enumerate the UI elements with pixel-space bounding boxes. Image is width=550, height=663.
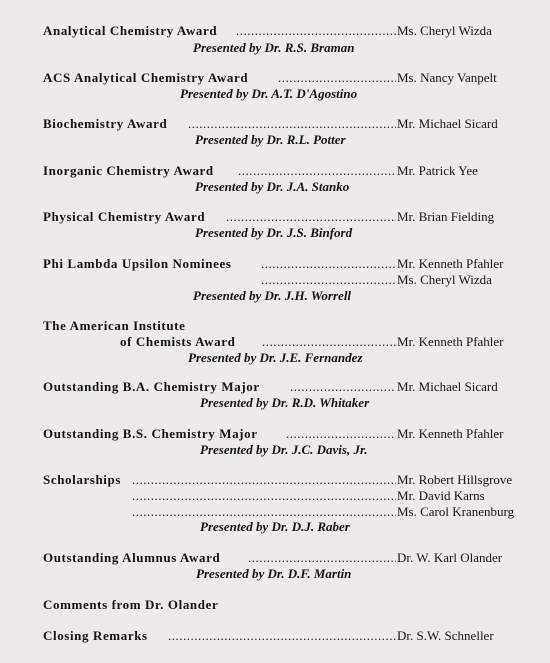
leader-dots (248, 550, 396, 566)
award-title: Outstanding B.A. Chemistry Major (43, 379, 260, 394)
leader-dots (236, 23, 396, 39)
award-title: Analytical Chemistry Award (43, 23, 218, 38)
leader-dots (286, 426, 396, 442)
presenter-line (0, 442, 550, 460)
recipient-name: Mr. Robert Hillsgrove (397, 472, 513, 487)
recipient-name: Mr. Brian Fielding (397, 209, 495, 224)
presenter-line (0, 350, 550, 368)
presenter-name: Presented by Dr. J.S. Binford (195, 225, 353, 240)
award-title: ACS Analytical Chemistry Award (43, 70, 249, 85)
leader-dots (261, 256, 396, 272)
presenter-name: Presented by Dr. D.F. Martin (196, 566, 352, 581)
leader-dots (168, 628, 396, 644)
leader-dots (262, 334, 396, 350)
closing-recipient: Dr. S.W. Schneller (397, 628, 494, 643)
comments-heading: Comments from Dr. Olander (43, 597, 219, 612)
recipient-name: Ms. Cheryl Wizda (397, 23, 492, 38)
recipient-name: Mr. Michael Sicard (397, 379, 498, 394)
presenter-line (0, 179, 550, 197)
presenter-line (0, 40, 550, 58)
presenter-line (0, 519, 550, 537)
presenter-line (0, 566, 550, 584)
award-title: Biochemistry Award (43, 116, 168, 131)
presenter-line (0, 225, 550, 243)
recipient-name: Ms. Carol Kranenburg (397, 504, 515, 519)
leader-dots (278, 70, 396, 86)
leader-dots (132, 504, 396, 520)
award-entry (0, 23, 550, 41)
presenter-line (0, 288, 550, 306)
closing-title: Closing Remarks (43, 628, 148, 643)
award-title: Phi Lambda Upsilon Nominees (43, 256, 232, 271)
closing-entry (0, 628, 550, 646)
leader-dots (188, 116, 396, 132)
award-title: Physical Chemistry Award (43, 209, 206, 224)
presenter-name: Presented by Dr. D.J. Raber (200, 519, 350, 534)
leader-dots (132, 472, 396, 488)
presenter-name: Presented by Dr. R.S. Braman (193, 40, 355, 55)
recipient-name: Mr. Michael Sicard (397, 116, 498, 131)
presenter-name: Presented by Dr. R.L. Potter (195, 132, 346, 147)
presenter-name: Presented by Dr. J.A. Stanko (195, 179, 350, 194)
presenter-line (0, 395, 550, 413)
recipient-name: Ms. Cheryl Wizda (397, 272, 492, 287)
recipient-name: Mr. David Karns (397, 488, 485, 503)
award-title: Inorganic Chemistry Award (43, 163, 214, 178)
award-title: Outstanding Alumnus Award (43, 550, 221, 565)
presenter-line (0, 132, 550, 150)
leader-dots (132, 488, 396, 504)
leader-dots (290, 379, 396, 395)
recipient-name: Mr. Kenneth Pfahler (397, 426, 504, 441)
presenter-name: Presented by Dr. A.T. D'Agostino (180, 86, 358, 101)
leader-dots (238, 163, 396, 179)
award-title: Scholarships (43, 472, 122, 487)
recipient-name: Dr. W. Karl Olander (397, 550, 503, 565)
award-title: Outstanding B.S. Chemistry Major (43, 426, 258, 441)
presenter-name: Presented by Dr. J.H. Worrell (193, 288, 352, 303)
recipient-name: Mr. Kenneth Pfahler (397, 334, 504, 349)
award-title-line1: The American Institute (43, 318, 186, 333)
comments-entry (0, 597, 550, 615)
recipient-name: Mr. Patrick Yee (397, 163, 478, 178)
recipient-name: Ms. Nancy Vanpelt (397, 70, 497, 85)
presenter-name: Presented by Dr. R.D. Whitaker (200, 395, 370, 410)
leader-dots (261, 272, 396, 288)
presenter-name: Presented by Dr. J.E. Fernandez (188, 350, 363, 365)
award-title-line2: of Chemists Award (120, 334, 236, 349)
presenter-line (0, 86, 550, 104)
recipient-name: Mr. Kenneth Pfahler (397, 256, 504, 271)
leader-dots (226, 209, 396, 225)
presenter-name: Presented by Dr. J.C. Davis, Jr. (200, 442, 368, 457)
